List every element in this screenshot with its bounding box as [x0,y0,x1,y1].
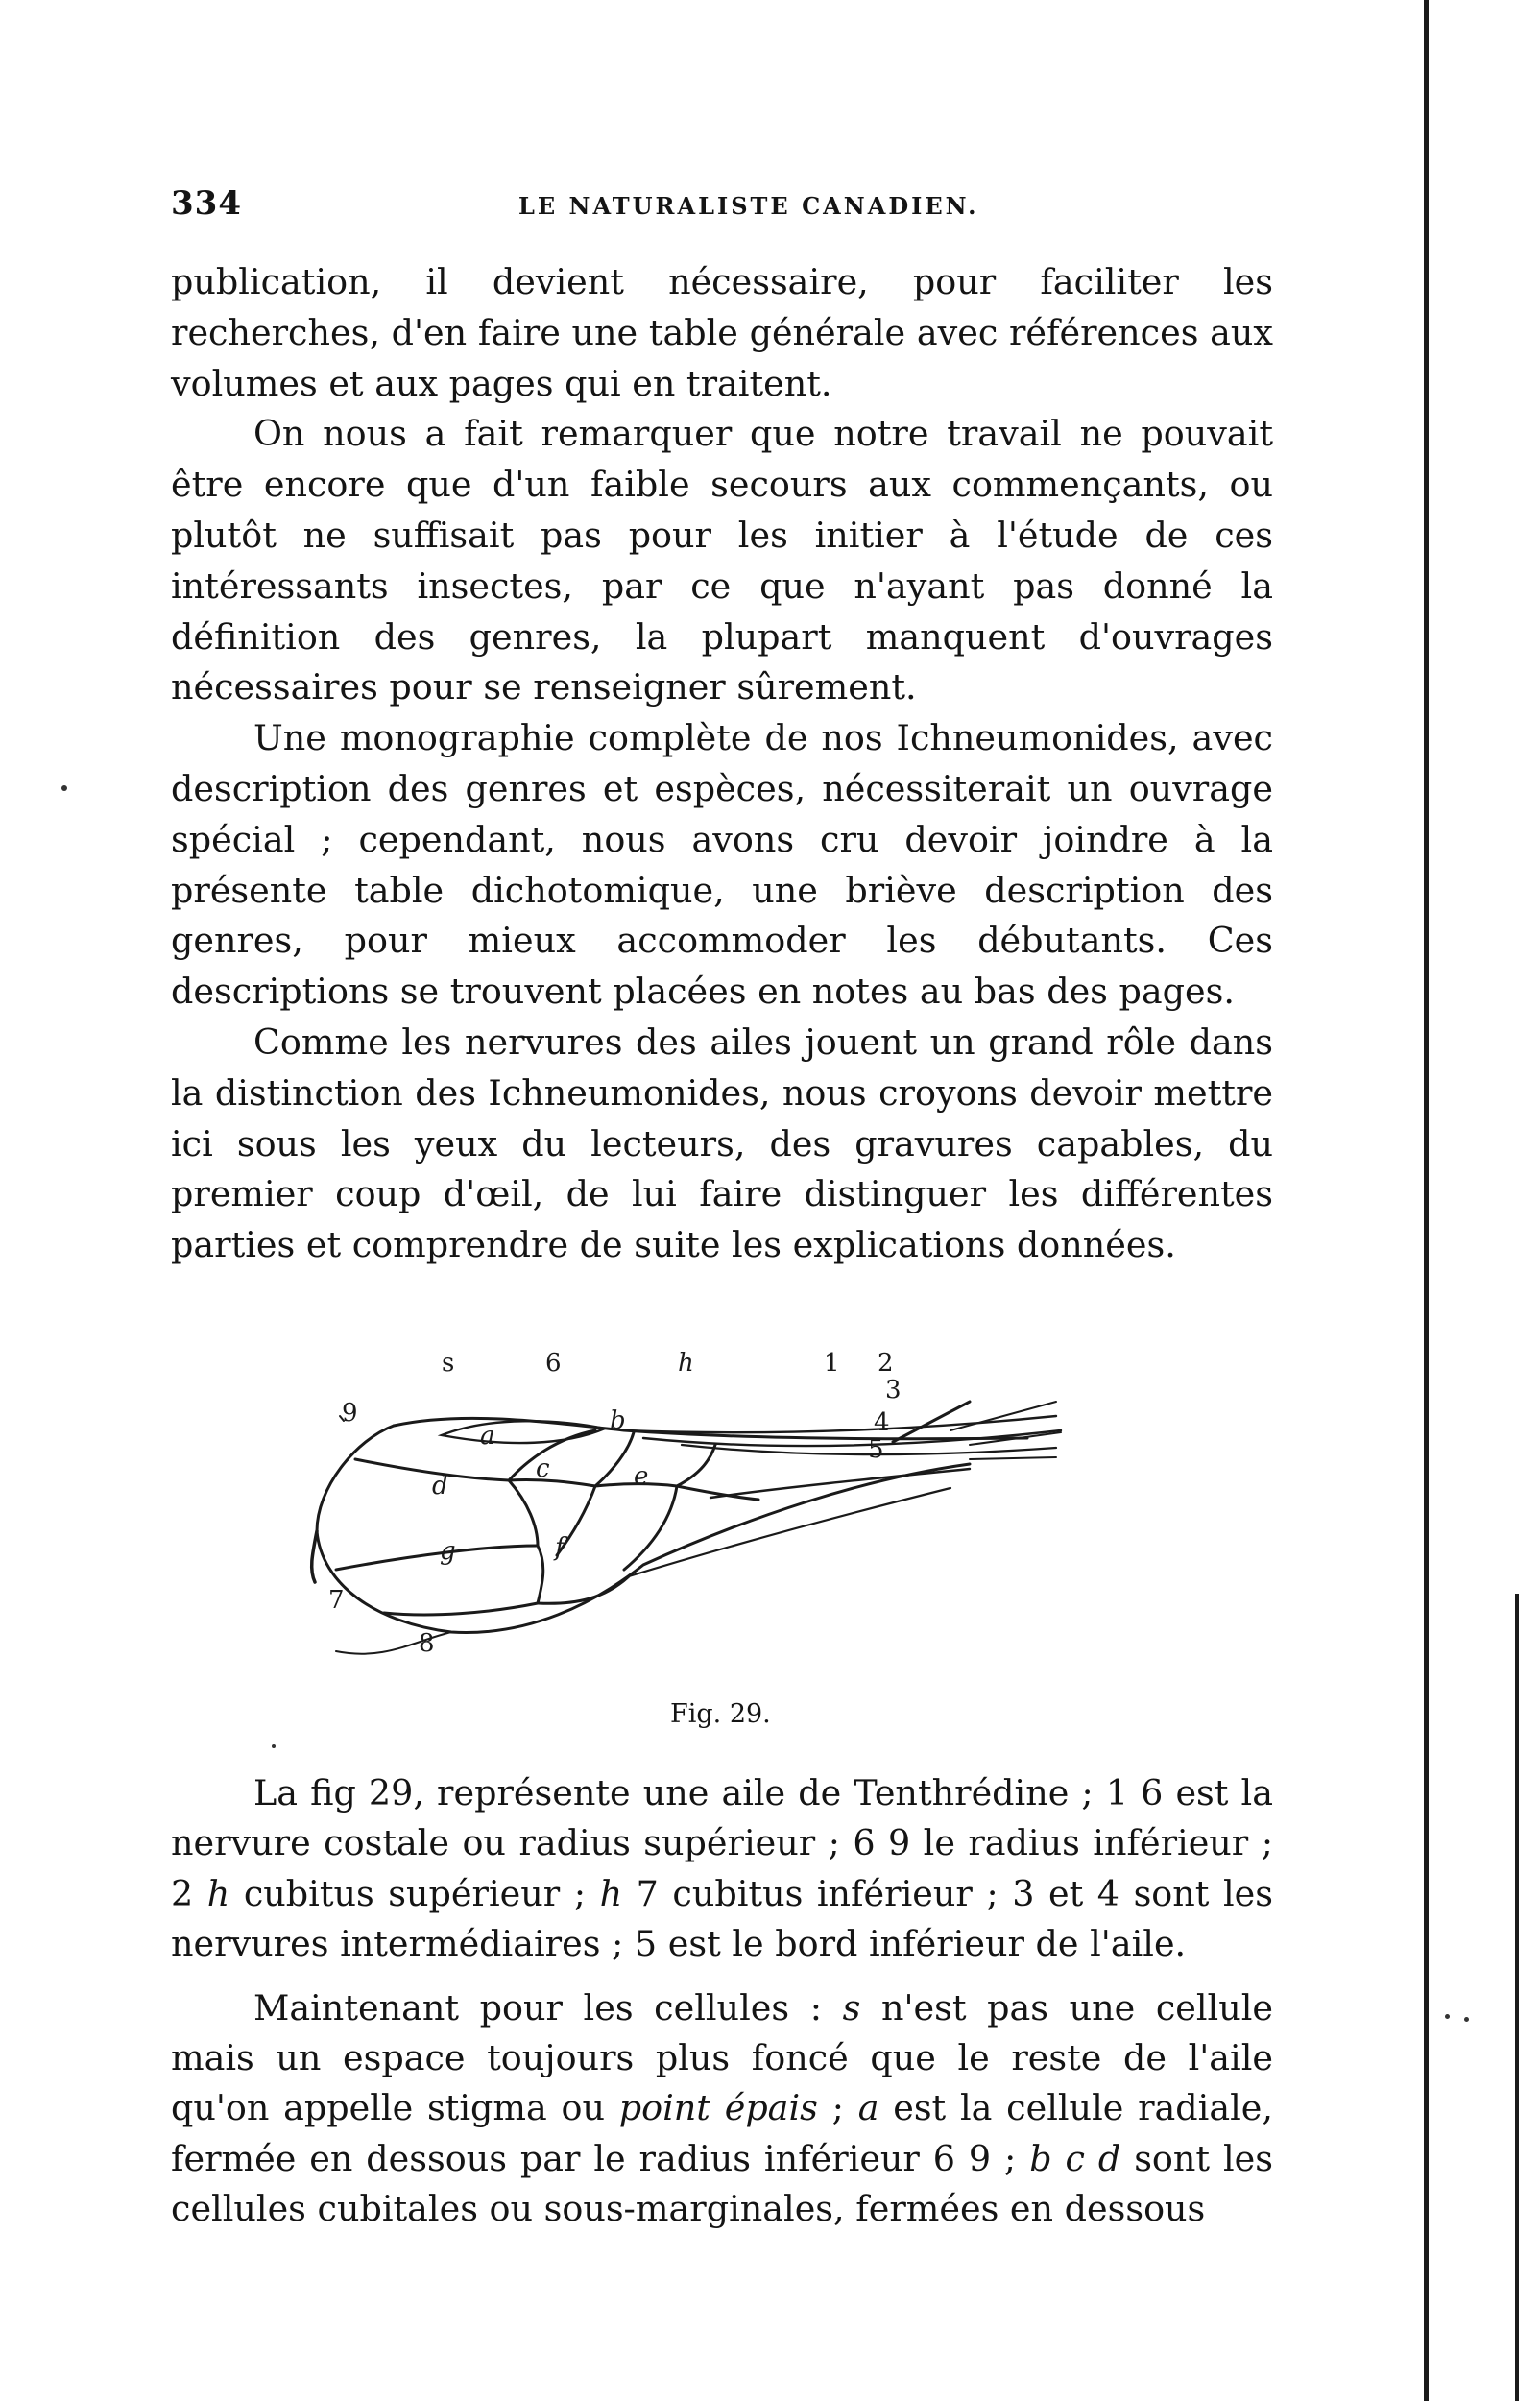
italic-run: s [842,1986,861,2029]
text-run: n'est pas une cellule mais un espace toujours plus foncé que le reste de l'aile qu'on appelle stigma ou [171,1986,1273,2129]
label-d: d [432,1472,448,1501]
speck [1464,2017,1469,2022]
text-run: Maintenant pour les cellules : [253,1986,843,2029]
italic-run: h [599,1872,623,1914]
label-6: 6 [545,1349,562,1378]
italic-run: h [206,1872,230,1914]
text-run: ; [817,2087,858,2129]
label-4: 4 [874,1408,890,1437]
label-h: h [678,1349,694,1378]
label-b: b [610,1406,626,1435]
label-g: g [440,1537,456,1566]
italic-run: a [857,2087,879,2129]
label-5: 5 [868,1435,884,1464]
label-c: c [536,1454,550,1483]
paragraph [171,1768,1273,1970]
running-title: LE NATURALISTE CANADIEN. [518,192,979,220]
paragraph: publication, il devient nécessaire, pour faciliter les recherches, d'en faire une table générale avec références aux volumes et aux pages qui en traitent. [171,261,1273,404]
paragraph: Une monographie complète de nos Ichneumonides, avec description des genres et espèces, nécessiterait un ouvrage spécial ; cependant, nous avons cru devoir joindre à la présente table dichotomique, une briève description des genres, pour mieux accommoder les débutants. Ces descriptions se trouvent placées en notes au bas des pages. [171,717,1273,1013]
speck [61,785,67,791]
page-edge-line-lower [1515,1594,1519,2401]
label-2: 2 [878,1349,894,1378]
italic-run: point épais [618,2087,818,2129]
label-s: s [442,1349,455,1378]
page-header [171,184,1275,223]
page-edge-line [1424,0,1429,2401]
speck [1445,2014,1450,2019]
text-run: sont les cellules cubitales ou sous-marginales, fermées en dessous [171,2137,1273,2230]
italic-run: b c d [1029,2137,1121,2179]
text-run: cubitus supérieur ; [229,1872,600,1914]
label-9: 9 [342,1399,358,1428]
text-run: La fig 29, représente une aile de Tenthrédine ; 1 6 est la nervure costale ou radius supérieur ; 6 9 le radius inférieur ; 2 [171,1772,1273,1914]
label-7: 7 [328,1586,345,1615]
page-number: 334 [171,184,242,223]
body-text-bottom [171,1768,1273,2248]
speck [272,1744,276,1748]
wing-diagram [298,1325,1123,1699]
label-8: 8 [419,1629,435,1658]
label-f: f [555,1533,565,1562]
paragraph: On nous a fait remarquer que notre travail ne pouvait être encore que d'un faible secours aux commençants, ou plutôt ne suffisait pas pour les initier à l'étude de ces intéressants insectes, par ce que n'ayant pas donné la définition des genres, la plupart manquent d'ouvrages nécessaires pour se renseigner sûrement. [171,413,1273,708]
label-3: 3 [885,1376,902,1405]
body-text-top [171,257,1273,1271]
figure-caption: Fig. 29. [670,1699,771,1729]
paragraph: Comme les nervures des ailes jouent un grand rôle dans la distinction des Ichneumonides, nous croyons devoir mettre ici sous les yeux du lecteurs, des gravures capables, du premier coup d'œil, de lui faire distinguer les différentes parties et comprendre de suite les explications données. [171,1020,1273,1266]
paragraph [171,1983,1273,2235]
label-e: e [634,1462,649,1491]
wing-figure [298,1325,1123,1699]
label-1: 1 [824,1349,840,1378]
label-a: a [480,1422,495,1451]
text-run: est la cellule radiale, fermée en dessous par le radius inférieur 6 9 ; [171,2087,1273,2179]
text-run: 7 cubitus inférieur ; 3 et 4 sont les nervures intermédiaires ; 5 est le bord inférieur de l'aile. [171,1872,1274,1965]
